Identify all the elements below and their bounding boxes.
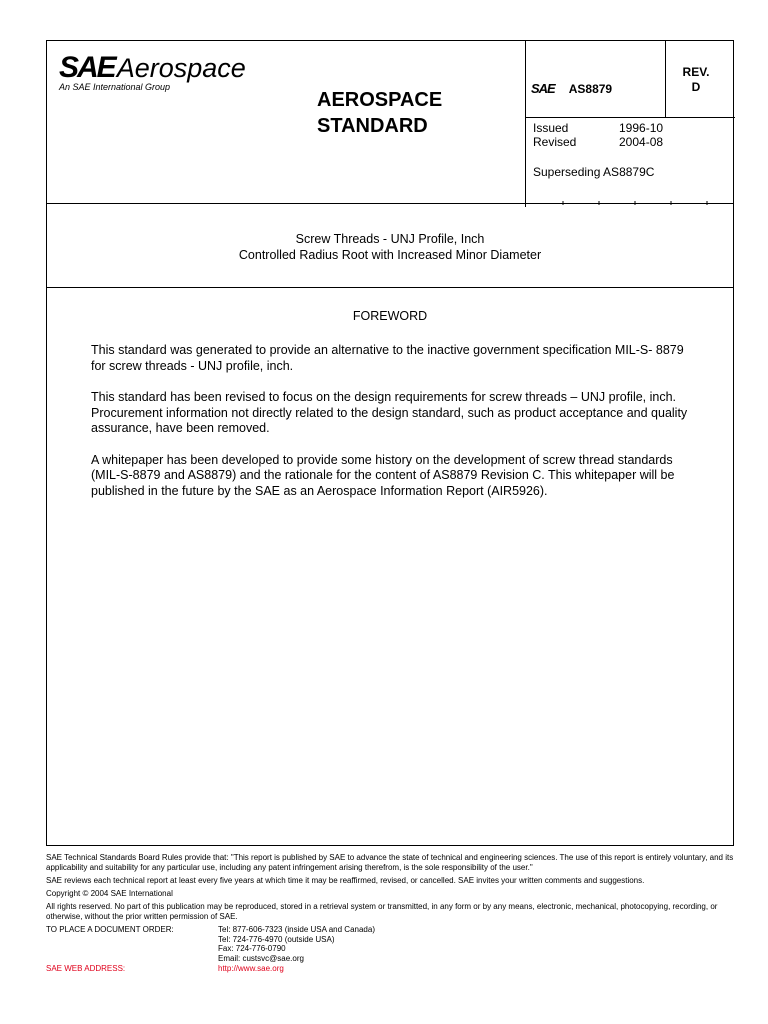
title-line1: Screw Threads - UNJ Profile, Inch: [295, 232, 485, 246]
logo-aerospace-text: Aerospace: [116, 53, 246, 83]
logo-subtitle: An SAE International Group: [59, 82, 171, 92]
issued-label: Issued: [533, 121, 569, 135]
footer-copyright: Copyright © 2004 SAE International: [46, 889, 173, 898]
mini-sae-logo: SAE: [531, 81, 555, 96]
document-number: AS8879: [568, 82, 613, 96]
document-dates: [533, 121, 663, 149]
issued-date: 1996-10: [619, 121, 664, 135]
logo-sae-text: SAE: [59, 51, 115, 84]
foreword-heading: FOREWORD: [352, 309, 428, 323]
revision-box: [673, 65, 719, 95]
order-contact: [46, 925, 738, 963]
superseding-note: Superseding AS8879C: [533, 165, 655, 179]
order-tel-outside: Tel: 724-776-4970 (outside USA): [218, 934, 335, 944]
foreword-paragraph: This standard was generated to provide an alternative to the inactive government specification MIL-S- 8879 for screw threads - UNJ profile, inch.: [91, 343, 684, 373]
footer-review: SAE reviews each technical report at least every five years at which time it may be reaffirmed, revised, or cancelled. SAE invites your written comments and suggestions.: [46, 876, 645, 885]
document-type-line1: AEROSPACE: [317, 89, 443, 111]
revision-label: REV.: [682, 65, 710, 79]
tick-marks: [527, 201, 735, 207]
order-label: TO PLACE A DOCUMENT ORDER:: [46, 925, 174, 934]
revised-date: 2004-08: [619, 135, 664, 149]
rev-box-left-border: [665, 41, 666, 117]
legal-footer: [46, 853, 738, 974]
title-line2: Controlled Radius Root with Increased Minor Diameter: [238, 248, 542, 262]
order-tel-inside: Tel: 877-606-7323 (inside USA and Canada): [218, 925, 375, 934]
revision-value: D: [691, 80, 701, 94]
number-box-left-border: [525, 41, 526, 207]
foreword-paragraph: A whitepaper has been developed to provide some history on the development of screw thread standards (MIL-S-8879 and AS8879) and the rationale for the content of AS8879 Revision C. This whitepaper will be published in the future by the SAE as an Aerospace Information Report (AIR5926).: [91, 452, 675, 498]
foreword-paragraph: This standard has been revised to focus on the design requirements for screw threads – UNJ profile, inch. Procurement information not directly related to the design standard, such as product acceptance and quality assurance, have been removed.: [91, 390, 688, 435]
number-box-divider: [525, 117, 735, 118]
document-title: [47, 231, 733, 263]
order-fax: Fax: 724-776-0790: [218, 944, 286, 953]
footer-rights: All rights reserved. No part of this publication may be reproduced, stored in a retrieval system or transmitted, in any form or by any means, electronic, mechanical, photocopying, recording, or otherwise, without the prior written permission of SAE.: [46, 902, 718, 921]
document-type: [317, 87, 442, 139]
title-divider: [47, 287, 733, 288]
document-number-box: [531, 81, 612, 96]
sae-aerospace-logo: [59, 53, 246, 92]
revised-label: Revised: [533, 135, 577, 149]
order-email: Email: custsvc@sae.org: [218, 953, 304, 963]
foreword-body: [91, 343, 691, 515]
footer-rules: SAE Technical Standards Board Rules provide that: "This report is published by SAE to advance the state of technical and engineering sciences. The use of this report is entirely voluntary, and its applicability and suitability for any particular use, including any patent infringement arising therefrom, is the sole responsibility of the user.": [46, 853, 734, 872]
document-frame: [46, 40, 734, 846]
document-type-line2: STANDARD: [317, 115, 428, 137]
web-label: SAE WEB ADDRESS:: [46, 964, 126, 973]
web-url-link[interactable]: http://www.sae.org: [218, 964, 284, 973]
web-address: [46, 964, 738, 974]
